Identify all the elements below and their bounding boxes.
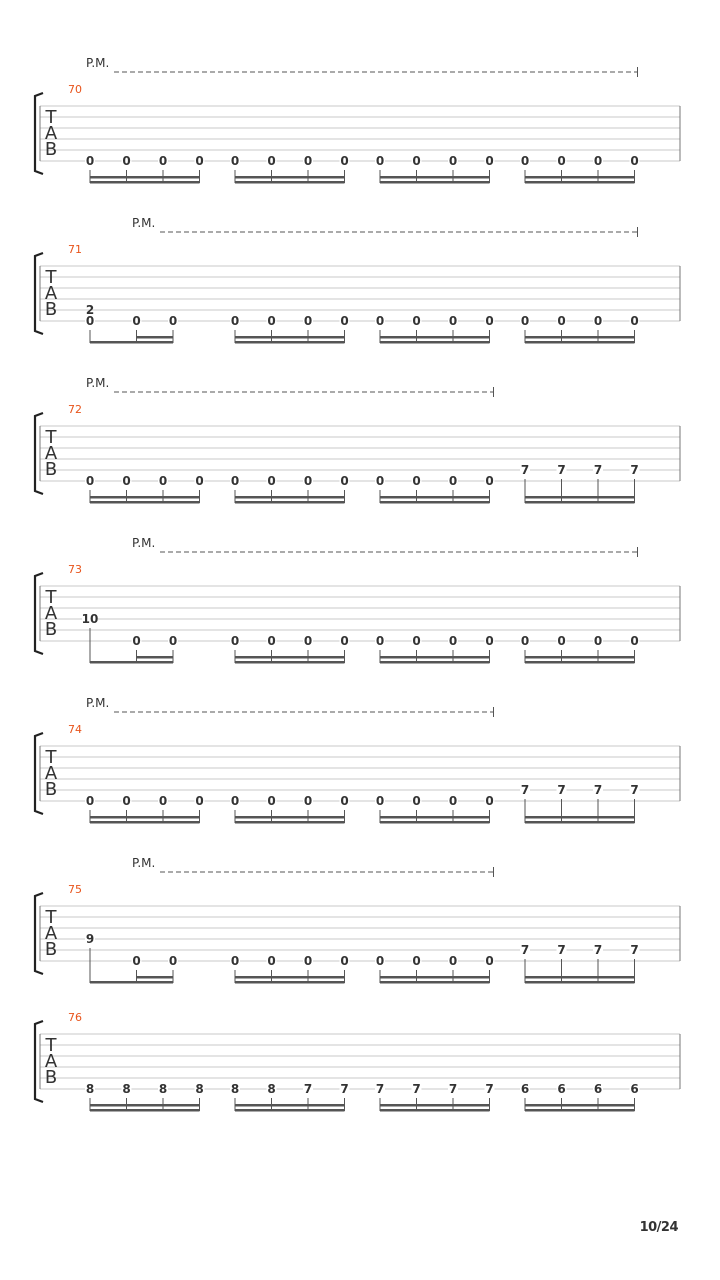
beam-secondary: [525, 1104, 635, 1107]
fret-number: 7: [412, 1082, 421, 1096]
measure-number: 70: [68, 83, 82, 96]
beam-primary: [90, 1109, 200, 1112]
fret-number: 0: [593, 314, 603, 328]
fret-number: 0: [448, 474, 458, 488]
fret-number: 0: [195, 474, 204, 488]
fret-number: 8: [122, 1082, 131, 1096]
fret-number: 0: [122, 154, 131, 168]
palm-mute-label: P.M.: [132, 856, 156, 870]
fret-number: 7: [448, 1082, 458, 1096]
fret-number: 0: [122, 794, 131, 808]
beam-primary: [525, 341, 635, 344]
system-bracket: [35, 573, 43, 654]
fret-number: 0: [168, 954, 178, 968]
beam-secondary: [380, 1104, 490, 1107]
fret-number: 0: [340, 634, 349, 648]
fret-number: 0: [485, 954, 494, 968]
fret-number: 0: [520, 314, 530, 328]
measure-number: 76: [68, 1011, 82, 1024]
fret-number: 8: [195, 1082, 204, 1096]
tab-clef-letter: B: [44, 299, 58, 320]
fret-number: 0: [340, 954, 349, 968]
beam-primary: [380, 181, 490, 184]
measure-number: 72: [68, 403, 82, 416]
beam-secondary: [525, 336, 635, 339]
fret-number: 10: [81, 612, 99, 626]
fret-number: 0: [557, 314, 566, 328]
fret-number: 0: [267, 474, 276, 488]
fret-number: 0: [267, 634, 276, 648]
beam-secondary: [380, 336, 490, 339]
fret-number: 0: [195, 154, 204, 168]
beam-primary: [525, 181, 635, 184]
beam-secondary: [380, 176, 490, 179]
fret-number: 0: [85, 794, 95, 808]
fret-number: 0: [520, 154, 530, 168]
page-number: 10/24: [639, 1220, 678, 1235]
fret-number: 0: [85, 474, 95, 488]
beam-primary: [235, 501, 345, 504]
fret-number: 0: [230, 794, 240, 808]
palm-mute-label: P.M.: [86, 376, 110, 390]
fret-number: 0: [303, 954, 313, 968]
tab-clef-letter: A: [44, 123, 58, 144]
fret-number: 7: [520, 463, 530, 477]
fret-number: 0: [412, 954, 421, 968]
beam-secondary: [235, 176, 345, 179]
fret-number: 0: [448, 314, 458, 328]
fret-number: 0: [557, 634, 566, 648]
fret-number: 7: [340, 1082, 349, 1096]
fret-number: 7: [593, 943, 603, 957]
beam-secondary: [235, 336, 345, 339]
fret-number: 7: [375, 1082, 385, 1096]
fret-number: 0: [168, 634, 178, 648]
fret-number: 0: [485, 474, 494, 488]
tab-clef-letter: A: [44, 603, 58, 624]
beam-secondary: [235, 496, 345, 499]
fret-number: 7: [520, 783, 530, 797]
fret-number: 0: [485, 314, 494, 328]
system-bracket: [35, 253, 43, 334]
fret-number: 6: [557, 1082, 566, 1096]
fret-number: 0: [412, 474, 421, 488]
palm-mute-label: P.M.: [132, 536, 156, 550]
beam-primary: [90, 821, 200, 824]
fret-number: 0: [593, 154, 603, 168]
tab-clef-letter: T: [45, 747, 57, 768]
fret-number: 0: [303, 314, 313, 328]
palm-mute-label: P.M.: [86, 56, 110, 70]
fret-number: 0: [303, 474, 313, 488]
fret-number: 7: [557, 943, 566, 957]
fret-number: 8: [85, 1082, 95, 1096]
beam-secondary: [137, 976, 174, 979]
beam-secondary: [90, 1104, 200, 1107]
fret-number: 0: [303, 154, 313, 168]
tab-clef-letter: A: [44, 923, 58, 944]
tab-clef-letter: A: [44, 443, 58, 464]
tab-clef-letter: B: [44, 1067, 58, 1088]
system-bracket: [35, 413, 43, 494]
fret-number: 0: [448, 954, 458, 968]
fret-number: 6: [520, 1082, 530, 1096]
beam-primary: [90, 341, 173, 344]
fret-number: 0: [375, 154, 385, 168]
fret-number: 0: [340, 474, 349, 488]
system-bracket: [35, 733, 43, 814]
fret-number: 0: [412, 634, 421, 648]
fret-number: 0: [375, 634, 385, 648]
fret-number: 0: [267, 954, 276, 968]
fret-number: 0: [340, 794, 349, 808]
fret-number: 0: [593, 634, 603, 648]
fret-number: 9: [85, 932, 95, 946]
fret-number: 0: [412, 794, 421, 808]
measure-number: 73: [68, 563, 82, 576]
palm-mute-label: P.M.: [132, 216, 156, 230]
fret-number: 0: [158, 794, 168, 808]
fret-number: 0: [85, 314, 95, 328]
beam-secondary: [380, 496, 490, 499]
tab-clef-letter: A: [44, 763, 58, 784]
tab-clef-letter: B: [44, 939, 58, 960]
fret-number: 0: [485, 634, 494, 648]
fret-number: 0: [485, 154, 494, 168]
fret-number: 0: [267, 154, 276, 168]
beam-secondary: [380, 816, 490, 819]
fret-number: 0: [303, 634, 313, 648]
fret-number: 8: [267, 1082, 276, 1096]
beam-primary: [380, 821, 490, 824]
beam-primary: [90, 661, 173, 664]
fret-number: 7: [593, 463, 603, 477]
beam-secondary: [525, 656, 635, 659]
fret-number: 7: [557, 463, 566, 477]
fret-number: 7: [630, 943, 639, 957]
measure-number: 71: [68, 243, 82, 256]
fret-number: 8: [230, 1082, 240, 1096]
tab-clef-letter: B: [44, 139, 58, 160]
fret-number: 0: [375, 794, 385, 808]
fret-number: 0: [303, 794, 313, 808]
tab-clef-letter: A: [44, 283, 58, 304]
tab-clef-letter: T: [45, 427, 57, 448]
fret-number: 7: [630, 463, 639, 477]
fret-number: 0: [158, 474, 168, 488]
beam-primary: [525, 821, 635, 824]
beam-secondary: [525, 496, 635, 499]
beam-primary: [525, 501, 635, 504]
beam-primary: [235, 181, 345, 184]
beam-primary: [90, 981, 173, 984]
fret-number: 0: [85, 154, 95, 168]
fret-number: 0: [485, 794, 494, 808]
fret-number: 0: [375, 954, 385, 968]
fret-number: 0: [448, 154, 458, 168]
tab-clef-letter: A: [44, 1051, 58, 1072]
beam-primary: [90, 501, 200, 504]
beam-secondary: [525, 976, 635, 979]
beam-secondary: [525, 176, 635, 179]
system-bracket: [35, 893, 43, 974]
tab-clef-letter: T: [45, 587, 57, 608]
beam-secondary: [90, 496, 200, 499]
beam-secondary: [525, 816, 635, 819]
tab-clef-letter: T: [45, 267, 57, 288]
fret-number: 7: [630, 783, 639, 797]
fret-number: 0: [340, 154, 349, 168]
beam-secondary: [137, 336, 174, 339]
tab-clef-letter: B: [44, 779, 58, 800]
fret-number: 7: [557, 783, 566, 797]
fret-number: 7: [593, 783, 603, 797]
fret-number: 0: [168, 314, 178, 328]
fret-number: 0: [230, 954, 240, 968]
system-bracket: [35, 1021, 43, 1102]
fret-number: 0: [630, 634, 639, 648]
beam-primary: [235, 981, 345, 984]
beam-primary: [380, 1109, 490, 1112]
beam-secondary: [235, 816, 345, 819]
fret-number: 0: [267, 314, 276, 328]
fret-number: 0: [122, 474, 131, 488]
beam-primary: [380, 341, 490, 344]
fret-number: 0: [375, 314, 385, 328]
beam-secondary: [90, 816, 200, 819]
fret-number: 0: [375, 474, 385, 488]
beam-secondary: [380, 976, 490, 979]
tab-clef-letter: B: [44, 619, 58, 640]
beam-secondary: [235, 656, 345, 659]
fret-number: 7: [303, 1082, 313, 1096]
beam-primary: [235, 821, 345, 824]
beam-primary: [525, 981, 635, 984]
tab-clef-letter: T: [45, 1035, 57, 1056]
fret-number: 0: [195, 794, 204, 808]
beam-secondary: [380, 656, 490, 659]
beam-primary: [235, 1109, 345, 1112]
fret-number: 0: [132, 954, 141, 968]
beam-primary: [380, 661, 490, 664]
fret-number: 0: [230, 634, 240, 648]
beam-primary: [235, 661, 345, 664]
beam-secondary: [235, 976, 345, 979]
fret-number: 8: [158, 1082, 168, 1096]
fret-number: 7: [485, 1082, 494, 1096]
fret-number: 0: [132, 314, 141, 328]
fret-number: 0: [132, 634, 141, 648]
fret-number: 0: [557, 154, 566, 168]
beam-secondary: [235, 1104, 345, 1107]
fret-number: 6: [630, 1082, 639, 1096]
palm-mute-label: P.M.: [86, 696, 110, 710]
beam-primary: [525, 1109, 635, 1112]
fret-number: 6: [593, 1082, 603, 1096]
fret-number: 0: [340, 314, 349, 328]
measure-number: 75: [68, 883, 82, 896]
measure-number: 74: [68, 723, 82, 736]
beam-primary: [380, 981, 490, 984]
fret-number: 2: [85, 303, 95, 317]
fret-number: 0: [158, 154, 168, 168]
fret-number: 0: [230, 474, 240, 488]
beam-primary: [380, 501, 490, 504]
tab-clef-letter: T: [45, 907, 57, 928]
system-bracket: [35, 93, 43, 174]
tab-clef-letter: T: [45, 107, 57, 128]
beam-secondary: [137, 656, 174, 659]
tab-clef-letter: B: [44, 459, 58, 480]
beam-primary: [235, 341, 345, 344]
fret-number: 0: [630, 154, 639, 168]
beam-secondary: [90, 176, 200, 179]
fret-number: 0: [630, 314, 639, 328]
fret-number: 0: [448, 634, 458, 648]
fret-number: 0: [230, 314, 240, 328]
beam-primary: [525, 661, 635, 664]
fret-number: 0: [520, 634, 530, 648]
fret-number: 0: [230, 154, 240, 168]
fret-number: 0: [412, 314, 421, 328]
beam-primary: [90, 181, 200, 184]
fret-number: 7: [520, 943, 530, 957]
fret-number: 0: [267, 794, 276, 808]
fret-number: 0: [448, 794, 458, 808]
fret-number: 0: [412, 154, 421, 168]
